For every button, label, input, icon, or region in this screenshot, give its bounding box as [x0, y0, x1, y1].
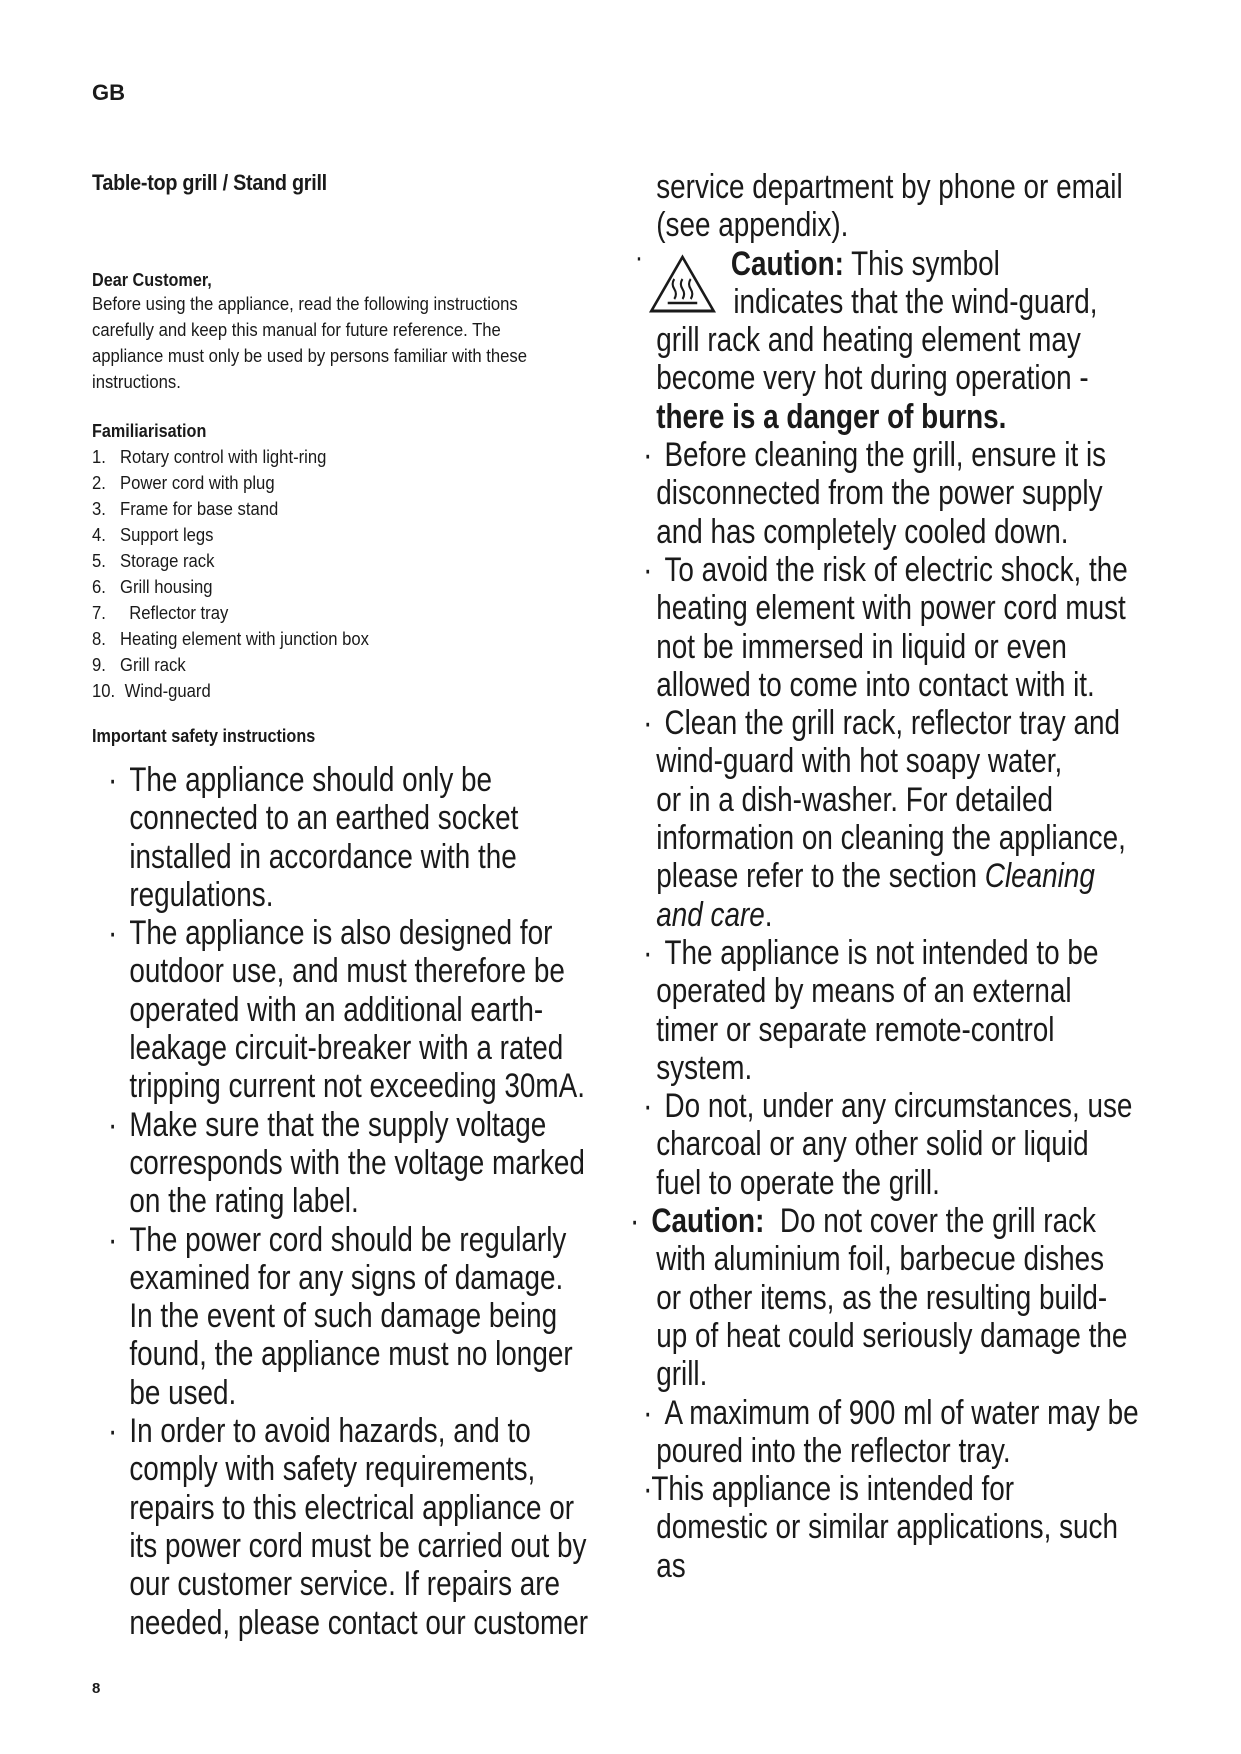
familiarisation-heading: Familiarisation — [92, 421, 207, 441]
caution-block: · Caution: This symbol indicates that the wind-guard, — [634, 239, 1098, 321]
list-item: 6. Grill housing — [92, 576, 213, 597]
intro-line: appliance must only be used by persons familiar with these — [92, 345, 527, 366]
bullet-line: · Make sure that the supply voltage — [108, 1105, 547, 1144]
list-item: 8. Heating element with junction box — [92, 628, 370, 649]
intro-line: instructions. — [92, 371, 181, 392]
bullet-line: · The appliance is also designed for — [108, 914, 553, 953]
intro-line: carefully and keep this manual for future reference. The — [92, 319, 501, 340]
parts-list — [92, 444, 560, 704]
safety-heading: Important safety instructions — [92, 726, 316, 746]
list-item: 3. Frame for base stand — [92, 498, 279, 519]
page-title: Table-top grill / Stand grill — [92, 170, 327, 195]
list-item: 4. Support legs — [92, 524, 214, 545]
caution-label: Caution: — [730, 244, 844, 283]
danger-warning: there is a danger of burns. — [656, 397, 1007, 436]
page-number: 8 — [92, 1680, 101, 1697]
list-item: 1. Rotary control with light-ring — [92, 446, 327, 467]
caution-label-2: Caution: — [651, 1202, 765, 1241]
hot-surface-warning-icon — [634, 239, 722, 315]
language-code: GB — [92, 80, 125, 105]
safety-instructions: · The appliance should only be connected to an earthed socket installed in accordance with the regulations. · The appliance is also designed for outdoor use, and must therefore be operated with an additional earth- leakage circuit-breaker with a rated tripping current not exceeding 30mA. · Make sure that the supply voltage corresponds with the voltage marked on the rating label. · The power cord should be regularly examined for any signs of damage. In the event of such damage being found, the appliance must no longer be used. · In order to avoid hazards, and to comply with safety requirements, repairs to this electrical appliance or its power cord must be carried out by our customer service. If repairs are needed, please contact our customer — [108, 761, 589, 1642]
svg-text:·: · — [634, 239, 644, 274]
left-column — [92, 170, 612, 1642]
list-item: 10. Wind-guard — [92, 680, 211, 701]
greeting-heading: Dear Customer, — [92, 270, 212, 290]
right-column: service department by phone or email (see appendix). · Caution: This symbol indicates that the wind-guard, grill rack and heating element may become very hot during operation - there is a danger of burns. · Before cleaning the grill, ensure it is disconnected from the power supply and has completely cooled down. · To avoid the risk of electric shock, the heating element with power cord must not be immersed in liquid or even allowed to come into contact with it. · Clean the grill rack, reflector tray and wind-guard with hot soapy water, or in a dish-washer. For detailed information on cleaning the appliance, please refer to the section Cleaning and care. · The appliance is not intended to be operated by means of an external timer or separate remote-control system. · Do not, under any circumstances, use charcoal or any other solid or liquid fuel to operate the grill. · Caution: Do not cover the grill rack with aluminium foil, barbecue dishes or other items, as the resulting build- up of heat could seriously damage the grill. · A maximum of 900 ml of water may be poured into the reflector tray. ·This appliance is intended for domestic or similar applications, such as — [630, 168, 1139, 1585]
bullet-line: · The power cord should be regularly — [108, 1220, 567, 1259]
intro-line: Before using the appliance, read the following instructions — [92, 293, 518, 314]
list-item: 9. Grill rack — [92, 654, 186, 675]
intro-paragraph — [92, 291, 614, 395]
list-item: 5. Storage rack — [92, 550, 215, 571]
list-item: 7. Reflector tray — [92, 602, 229, 623]
bullet-line: · In order to avoid hazards, and to — [108, 1412, 531, 1451]
bullet-line: · The appliance should only be — [108, 761, 493, 799]
list-item: 2. Power cord with plug — [92, 472, 275, 493]
